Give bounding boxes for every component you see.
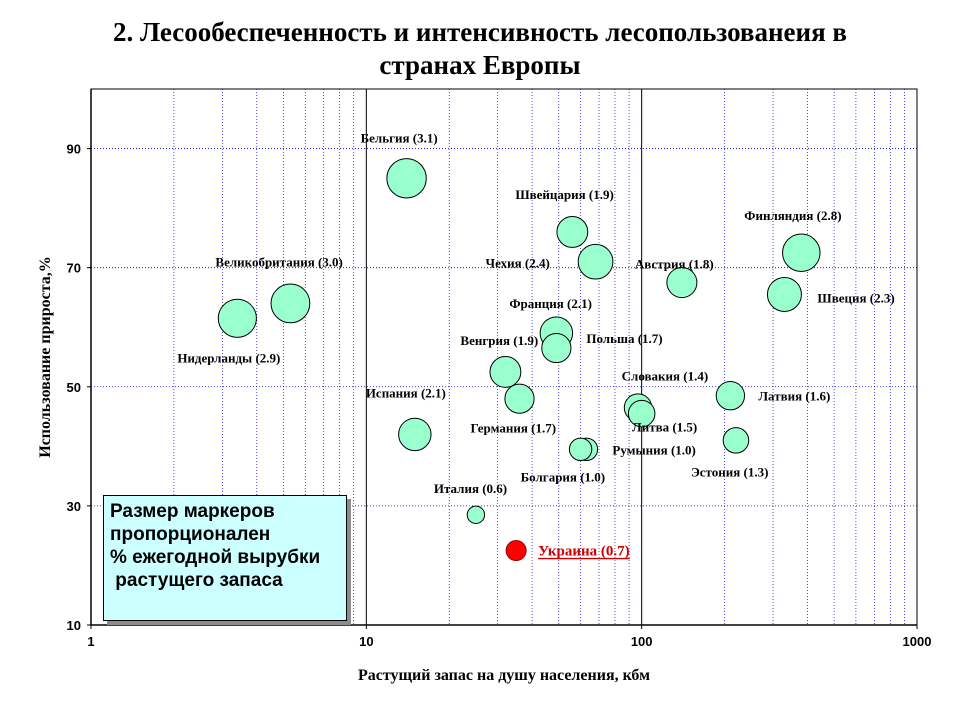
bubble-label-Германия: Германия (1.7) <box>470 420 557 436</box>
bubble-label-Болгария: Болгария (1.0) <box>520 469 606 485</box>
bubble-Великобритания <box>271 284 310 323</box>
bubble-label-Словакия: Словакия (1.4) <box>621 368 709 384</box>
x-tick-label: 100 <box>630 634 653 649</box>
bubble-label-Италия: Италия (0.6) <box>433 480 508 496</box>
bubble-Латвия <box>716 382 744 410</box>
bubble-label-Франция: Франция (2.1) <box>509 296 592 312</box>
chart-title-line2: странах Европы <box>379 50 581 80</box>
bubble-Эстония <box>723 428 749 454</box>
bubble-Италия <box>467 506 484 523</box>
bubble-label-Испания: Испания (2.1) <box>365 385 446 401</box>
bubble-label-Швейцария: Швейцария (1.9) <box>515 186 614 202</box>
bubble-label-Бельгия: Бельгия (3.1) <box>360 130 438 146</box>
y-tick-label: 70 <box>66 260 81 276</box>
bubble-Испания <box>399 418 431 450</box>
bubble-Швеция <box>767 277 801 311</box>
bubble-label-Латвия: Латвия (1.6) <box>758 388 831 404</box>
y-tick-label: 90 <box>66 141 81 157</box>
bubble-Германия <box>505 384 534 413</box>
bubble-Польша <box>542 333 571 362</box>
bubble-label-Чехия: Чехия (2.4) <box>485 255 550 271</box>
bubble-Венгрия <box>490 356 521 387</box>
bubble-Украина <box>506 541 526 561</box>
bubble-Болгария <box>569 438 591 460</box>
bubble-label-Швеция: Швеция (2.3) <box>817 290 895 306</box>
x-tick-label: 10 <box>359 634 374 649</box>
chart-title-line1: 2. Лесообеспеченность и интенсивность лесопользованеия в <box>112 17 848 47</box>
bubble-label-Украина: Украина (0.7) <box>538 543 630 560</box>
bubble-label-Польша: Польша (1.7) <box>586 331 663 347</box>
bubble-label-Нидерланды: Нидерланды (2.9) <box>177 350 281 366</box>
bubble-Финляндия <box>783 234 820 271</box>
bubble-Нидерланды <box>218 299 256 337</box>
bubble-Бельгия <box>387 159 426 198</box>
bubble-Чехия <box>578 244 613 279</box>
y-axis-title: Использование прироста,% <box>37 256 54 458</box>
y-tick-label: 30 <box>66 498 81 514</box>
y-tick-label: 10 <box>66 618 81 633</box>
bubble-label-Финляндия: Финляндия (2.8) <box>744 207 842 223</box>
bubble-label-Венгрия: Венгрия (1.9) <box>460 332 539 348</box>
y-tick-label: 50 <box>66 379 81 395</box>
x-axis-title: Растущий запас на душу населения, кбм <box>357 667 651 684</box>
bubble-Австрия <box>667 268 697 298</box>
legend-line: пропорционален <box>110 524 271 545</box>
bubble-label-Великобритания: Великобритания (3.0) <box>215 254 343 270</box>
bubble-label-Австрия: Австрия (1.8) <box>634 256 714 272</box>
x-tick-label: 1 <box>87 634 95 649</box>
legend-line: Размер маркеров <box>110 501 275 522</box>
bubble-Швейцария <box>557 216 588 247</box>
legend-line: % ежегодной вырубки <box>110 547 321 568</box>
bubble-label-Эстония: Эстония (1.3) <box>690 464 769 480</box>
legend-line: растущего запаса <box>110 570 283 591</box>
bubble-label-Литва: Литва (1.5) <box>632 419 698 435</box>
bubble-label-Румыния: Румыния (1.0) <box>612 442 696 458</box>
size-legend-box <box>103 495 347 621</box>
x-tick-label: 1000 <box>902 634 932 649</box>
